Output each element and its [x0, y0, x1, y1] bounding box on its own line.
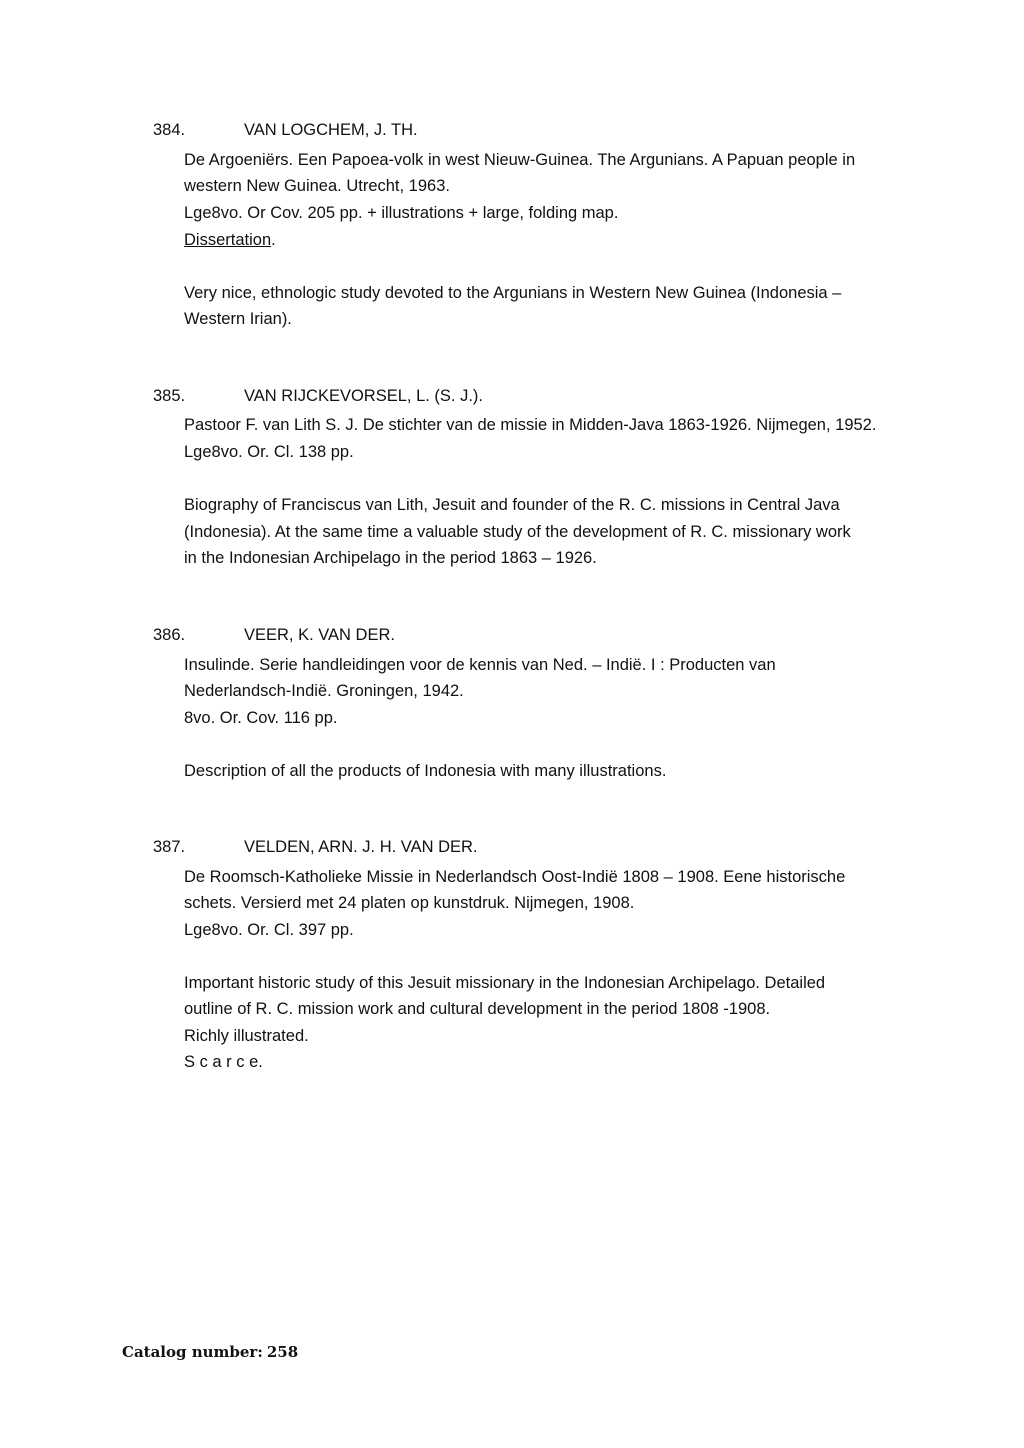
entry-title-line: Nederlandsch-Indië. Groningen, 1942. [184, 682, 464, 700]
entry-author: VAN RIJCKEVORSEL, L. (S. J.). [244, 387, 484, 405]
catalog-number-label: Catalog number: [122, 1343, 263, 1361]
entry-description-line: Description of all the products of Indonesia with many illustrations. [184, 762, 667, 780]
entry-description-line: Richly illustrated. [184, 1027, 309, 1045]
catalog-number-value: 258 [266, 1343, 299, 1361]
entry-number: 384. [153, 121, 186, 139]
entry-title-line: western New Guinea. Utrecht, 1963. [184, 177, 450, 195]
entry-description-line: in the Indonesian Archipelago in the period 1863 – 1926. [184, 549, 597, 567]
entry-note-suffix: . [271, 231, 276, 249]
entry-description-line: (Indonesia). At the same time a valuable study of the development of R. C. missionary work [184, 523, 851, 541]
entry-title-line: De Argoeniërs. Een Papoea-volk in west Nieuw-Guinea. The Argunians. A Papuan people in [184, 151, 856, 169]
entry-format-line: Lge8vo. Or. Cl. 138 pp. [184, 443, 354, 461]
entry-scarcity-note: S c a r c e. [184, 1053, 263, 1071]
entry-format-line: 8vo. Or. Cov. 116 pp. [184, 709, 338, 727]
entry-title-line: Insulinde. Serie handleidingen voor de kennis van Ned. – Indië. I : Producten van [184, 656, 776, 674]
entry-format-line: Lge8vo. Or. Cl. 397 pp. [184, 921, 354, 939]
entry-author: VELDEN, ARN. J. H. VAN DER. [244, 838, 478, 856]
entry-number: 387. [153, 838, 186, 856]
entry-description-line: Western Irian). [184, 310, 292, 328]
entry-format-line: Lge8vo. Or Cov. 205 pp. + illustrations + large, folding map. [184, 204, 619, 222]
entry-number: 386. [153, 626, 186, 644]
entry-description-line: outline of R. C. mission work and cultural development in the period 1808 -1908. [184, 1000, 771, 1018]
catalog-number-footer [122, 1343, 298, 1361]
entry-description-line: Important historic study of this Jesuit missionary in the Indonesian Archipelago. Detailed [184, 974, 826, 992]
entry-author: VEER, K. VAN DER. [244, 626, 395, 644]
entry-title-line: Pastoor F. van Lith S. J. De stichter van de missie in Midden-Java 1863-1926. Nijmegen, 1952. [184, 416, 877, 434]
entry-author: VAN LOGCHEM, J. TH. [244, 121, 418, 139]
entry-note [184, 228, 276, 252]
entry-note-underlined: Dissertation [184, 231, 272, 249]
entry-title-line: schets. Versierd met 24 platen op kunstdruk. Nijmegen, 1908. [184, 894, 635, 912]
entry-number: 385. [153, 387, 186, 405]
entry-description-line: Biography of Franciscus van Lith, Jesuit and founder of the R. C. missions in Central Java [184, 496, 840, 514]
entry-description-line: Very nice, ethnologic study devoted to the Argunians in Western New Guinea (Indonesia – [184, 284, 842, 302]
entry-title-line: De Roomsch-Katholieke Missie in Nederlandsch Oost-Indië 1808 – 1908. Eene historische [184, 868, 846, 886]
